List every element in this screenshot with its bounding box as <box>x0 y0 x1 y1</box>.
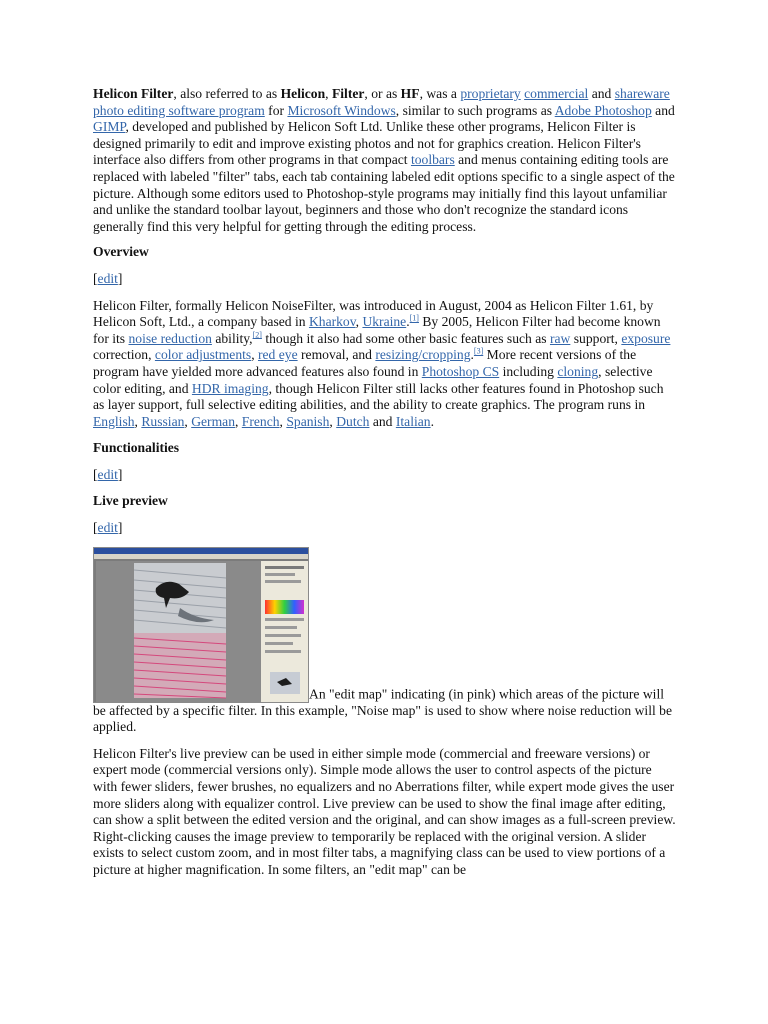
link-english[interactable]: English <box>93 413 135 429</box>
bold-term: HF <box>400 86 420 101</box>
intro-paragraph: Helicon Filter, also referred to as Helicon, Filter, or as HF, was a proprietary commercial and shareware photo editing software program for Microsoft Windows, similar to such programs as Adobe Photoshop and GIMP, developed and published by Helicon Soft Ltd. Unlike these other programs, Helicon Filter is designed primarily to edit and improve existing photos and not for graphics creation. Helicon Filter's interface also differs from other programs in that compact toolbars and menus containing editing tools are replaced with labeled "filter" tabs, each tab containing labeled edit options specific to a single aspect of the picture. Although some editors used to Photoshop-style programs may initially find this layout unfamiliar and unlike the standard toolbar layout, beginners and those who don't recognize the standard icons generally find this very helpful for getting through the editing process. <box>93 86 675 234</box>
link-french[interactable]: French <box>241 413 280 429</box>
reference-link[interactable]: [2] <box>252 330 262 340</box>
edit-section-overview: [edit] <box>93 270 123 286</box>
link-raw[interactable]: raw <box>549 330 571 346</box>
reference-link[interactable]: [3] <box>473 346 484 356</box>
link-photo-editing-software[interactable]: photo editing software program <box>93 102 265 118</box>
link-resizing-cropping[interactable]: resizing/cropping <box>375 347 471 363</box>
link-photoshop-cs[interactable]: Photoshop CS <box>421 363 500 379</box>
link-dutch[interactable]: Dutch <box>336 413 370 429</box>
link-kharkov[interactable]: Kharkov <box>308 314 356 330</box>
heading-functionalities: Functionalities <box>93 440 180 456</box>
live-preview-paragraph: Helicon Filter's live preview can be used in either simple mode (commercial and freeware versions) or expert mode (commercial versions only). Simple mode allows the user to control aspects of the picture with fewer sliders, fewer brushes, no equalizers and no Aberrations filter, while expert mode gives the user more sliders along with equalizer control. Live preview can be used to show the final image after editing, can show a split between the edited version and the original, and can show images as a full-screen preview. Right-clicking causes the image preview to temporarily be replaced with the original version. A slider exists to select custom zoom, and in most filter tabs, a magnifying class can be used to view portions of a picture at higher magnification. In some filters, an "edit map" can be <box>93 745 676 877</box>
link-toolbars[interactable]: toolbars <box>410 152 455 168</box>
link-color-adjustments[interactable]: color adjustments <box>154 347 252 363</box>
article <box>93 86 677 889</box>
heading-live-preview: Live preview <box>93 493 168 509</box>
link-cloning[interactable]: cloning <box>557 363 599 379</box>
figure-with-caption <box>93 547 677 736</box>
edit-link[interactable]: edit <box>97 520 118 536</box>
link-ukraine[interactable]: Ukraine <box>362 314 407 330</box>
link-commercial[interactable]: commercial <box>524 86 589 101</box>
edit-section-live-preview: [edit] <box>93 520 123 536</box>
link-german[interactable]: German <box>191 413 235 429</box>
heading-overview: Overview <box>93 244 149 260</box>
link-italian[interactable]: Italian <box>395 413 431 429</box>
link-gimp[interactable]: GIMP <box>93 119 126 135</box>
edit-section-functionalities: [edit] <box>93 466 123 482</box>
link-spanish[interactable]: Spanish <box>286 413 330 429</box>
link-proprietary[interactable]: proprietary <box>460 86 521 101</box>
link-red-eye[interactable]: red eye <box>257 347 298 363</box>
link-russian[interactable]: Russian <box>141 413 185 429</box>
edit-link[interactable]: edit <box>97 270 118 286</box>
bold-term: Helicon <box>280 86 326 101</box>
link-adobe-photoshop[interactable]: Adobe Photoshop <box>554 102 652 118</box>
overview-paragraph: Helicon Filter, formally Helicon NoiseFilter, was introduced in August, 2004 as Helicon Filter 1.61, by Helicon Soft, Ltd., a company based in Kharkov, Ukraine.[1] By 2005, Helicon Filter had become known for its noise reduction ability,[2] though it also had some other basic features such as raw support, exposure correction, color adjustments, red eye removal, and resizing/cropping.[3] More recent versions of the program have yielded more advanced features also found in Photoshop CS including cloning, selective color editing, and HDR imaging, though Helicon Filter still lacks other features found in Photoshop such as layer support, full selective editing abilities, and the ability to create graphics. The program runs in English, Russian, German, French, Spanish, Dutch and Italian. <box>93 297 671 429</box>
bold-term: Helicon Filter <box>93 86 174 101</box>
link-noise-reduction[interactable]: noise reduction <box>128 330 212 346</box>
bold-term: Filter <box>331 86 365 101</box>
screenshot-illustration <box>94 548 308 702</box>
link-hdr-imaging[interactable]: HDR imaging <box>191 380 269 396</box>
link-microsoft-windows[interactable]: Microsoft Windows <box>287 102 396 118</box>
link-shareware[interactable]: shareware <box>614 86 670 101</box>
edit-link[interactable]: edit <box>97 466 118 482</box>
reference-link[interactable]: [1] <box>409 313 419 323</box>
figure-caption: An "edit map" indicating (in pink) which areas of the picture will be affected by a specific filter. In this example, "Noise map" is used to show where noise reduction will be applied. <box>93 686 672 735</box>
link-exposure[interactable]: exposure <box>621 330 671 346</box>
edit-map-screenshot-image[interactable] <box>93 547 309 703</box>
